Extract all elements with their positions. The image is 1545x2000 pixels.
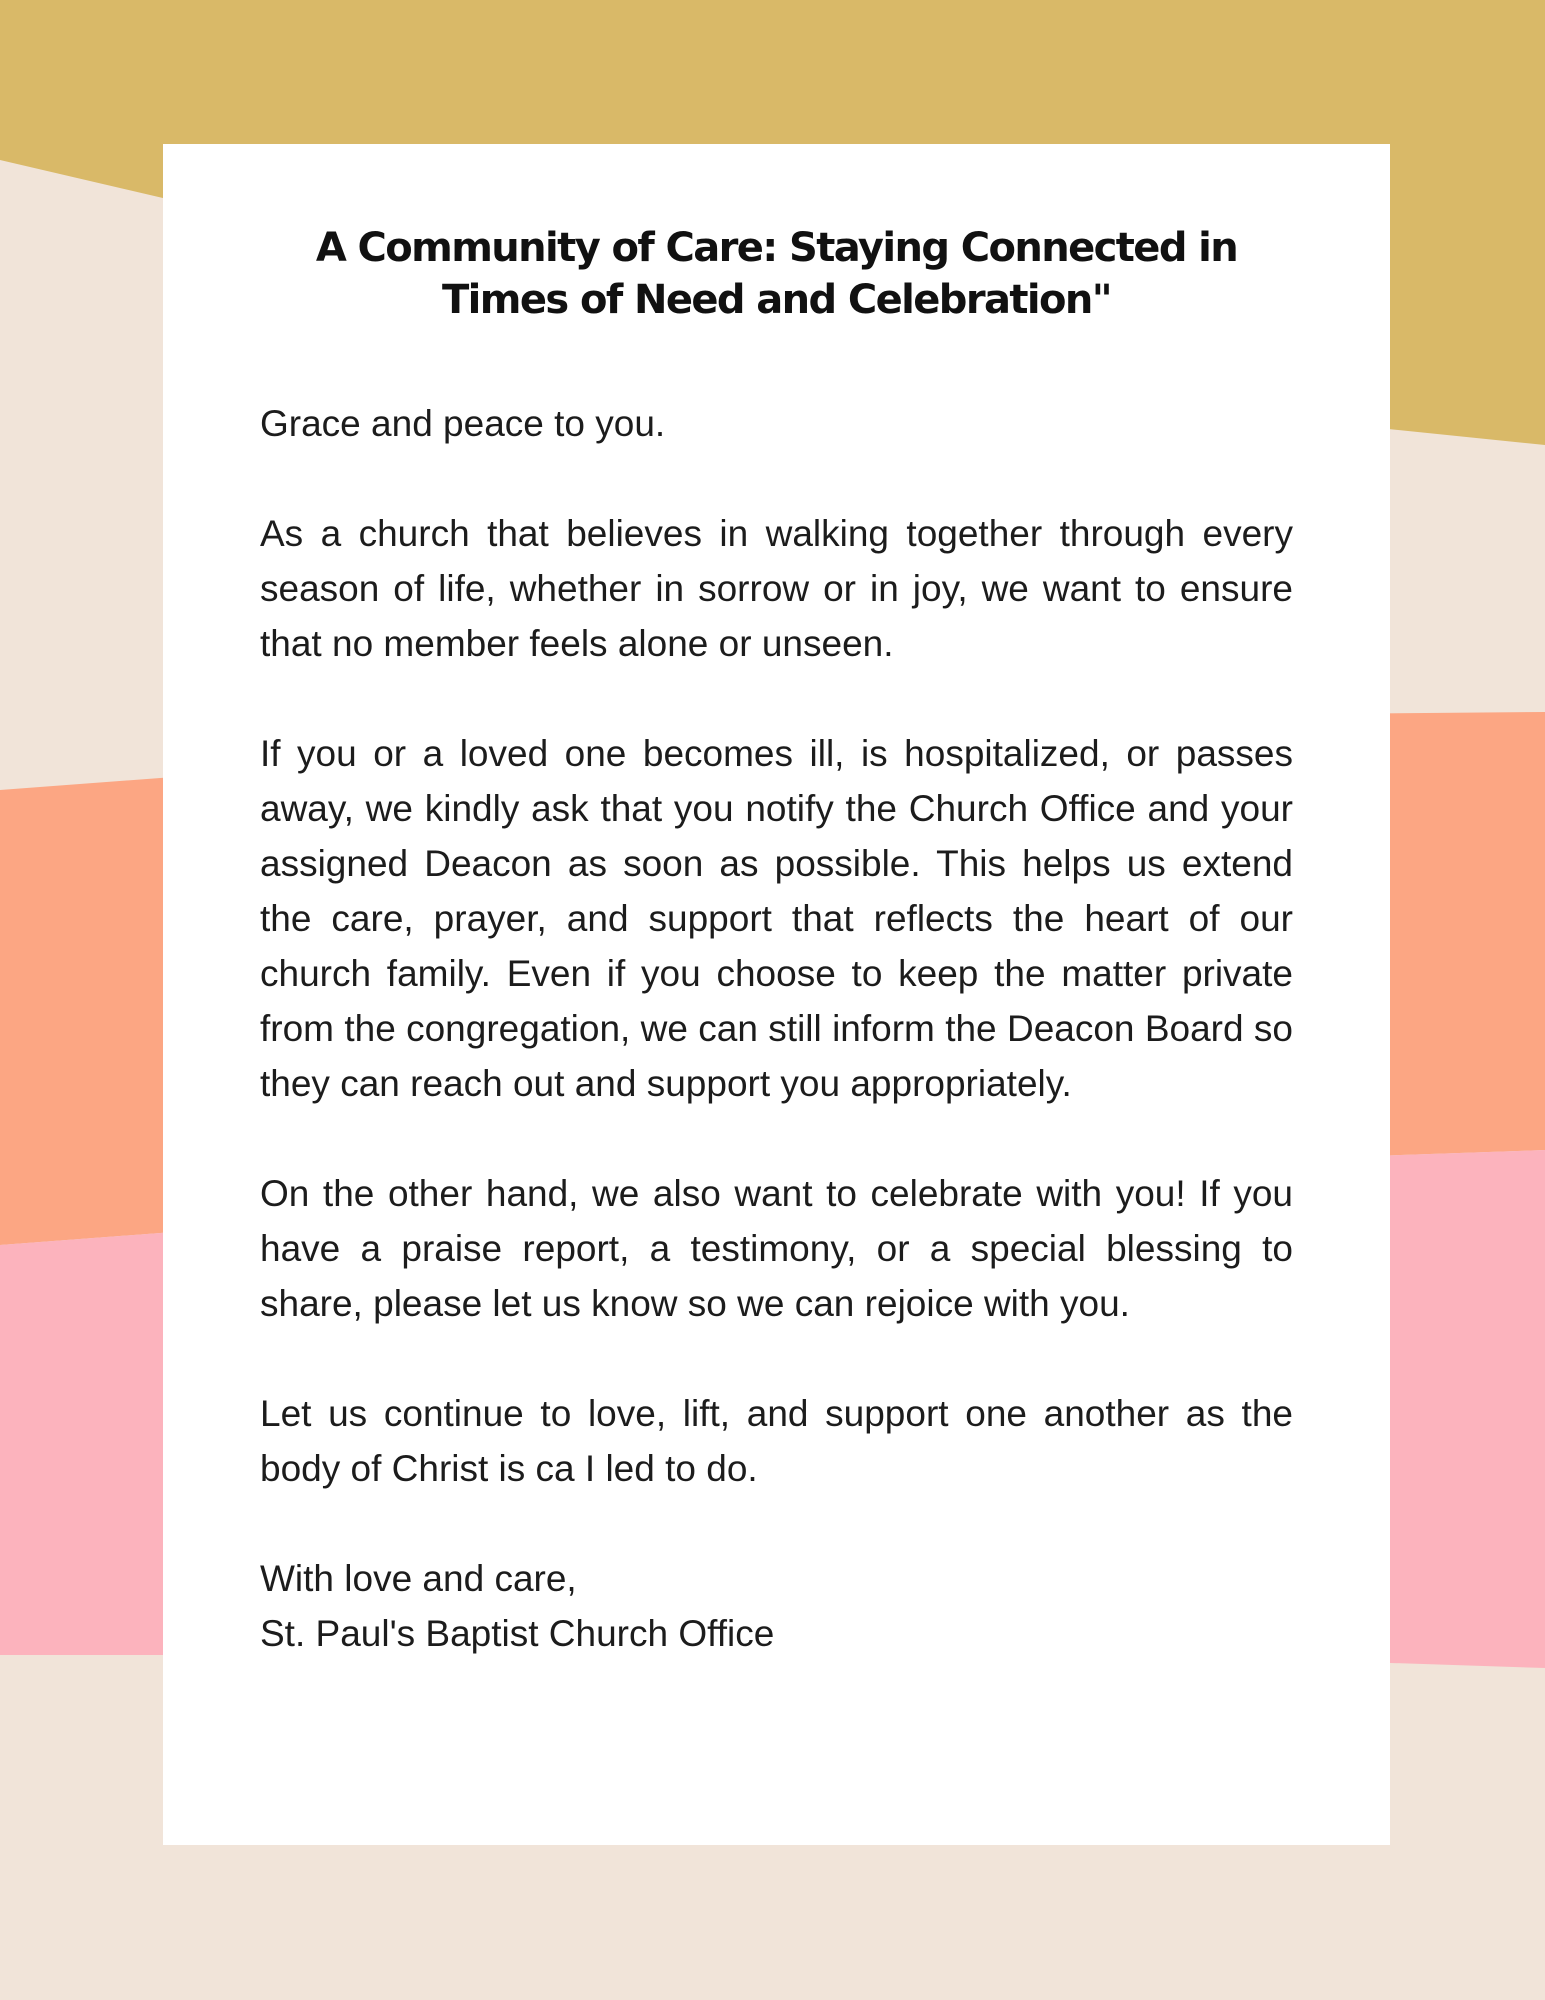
greeting: Grace and peace to you. xyxy=(260,403,666,444)
signature: St. Paul's Baptist Church Office xyxy=(260,1613,775,1654)
paragraph-illness-notice: If you or a loved one becomes ill, is hospitalized, or passes away, we kindly ask that you notify the Church Office and your assigned Deacon as soon as possible. This helps us extend the care, prayer, and support that reflects the heart of our church family. Even if you choose to keep the matter private from the congregation, we can still inform the Deacon Board so they can reach out and support you appropriately. xyxy=(260,733,1293,1104)
letter-body xyxy=(260,396,1293,1661)
letter-title: A Community of Care: Staying Connected in Times of Need and Celebration" xyxy=(315,225,1238,323)
letter-card xyxy=(163,144,1390,1845)
paragraph-intro: As a church that believes in walking together through every season of life, whether in sorrow or in joy, we want to ensure that no member feels alone or unseen. xyxy=(260,513,1293,664)
paragraph-encouragement: Let us continue to love, lift, and support one another as the body of Christ is ca I led to do. xyxy=(260,1393,1293,1489)
signoff xyxy=(260,1551,1293,1661)
closing: With love and care, xyxy=(260,1558,577,1599)
paragraph-celebration: On the other hand, we also want to celebrate with you! If you have a praise report, a testimony, or a special blessing to share, please let us know so we can rejoice with you. xyxy=(260,1173,1293,1324)
